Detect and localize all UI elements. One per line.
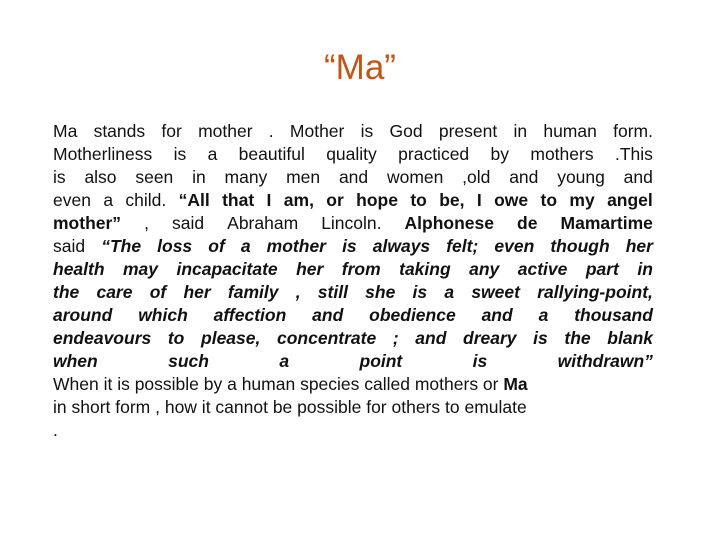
body-word: and xyxy=(481,305,513,325)
body-word: Mamartime xyxy=(560,213,653,233)
body-word: God xyxy=(389,121,423,141)
body-word: always xyxy=(372,236,431,256)
body-word: , xyxy=(295,282,301,302)
body-word: dreary xyxy=(463,328,517,348)
body-word: her xyxy=(296,259,324,279)
body-word: active xyxy=(517,259,568,279)
body-word: around xyxy=(53,305,113,325)
body-word: health xyxy=(53,259,105,279)
body-word: point xyxy=(359,351,403,371)
body-word: is xyxy=(53,167,66,187)
body-word: mother xyxy=(266,236,326,256)
body-segment: . xyxy=(53,420,58,440)
body-word: be, xyxy=(439,190,465,210)
body-word: the xyxy=(564,328,591,348)
body-word: family xyxy=(227,282,279,302)
body-word: Motherliness xyxy=(53,144,153,164)
body-line xyxy=(53,212,653,235)
body-word: young xyxy=(557,167,605,187)
body-word: a xyxy=(444,282,455,302)
body-word: is xyxy=(173,144,187,164)
body-word: the xyxy=(53,282,80,302)
body-word: that xyxy=(222,190,255,210)
body-word: de xyxy=(517,213,538,233)
body-line xyxy=(53,281,653,304)
body-word: such xyxy=(168,351,209,371)
body-line xyxy=(53,350,653,373)
body-word: or xyxy=(326,190,344,210)
body-word: is xyxy=(533,328,548,348)
body-word: ; xyxy=(392,328,399,348)
body-word: is xyxy=(342,236,357,256)
body-line xyxy=(53,258,653,281)
body-word: even xyxy=(494,236,535,256)
body-word: , xyxy=(144,213,149,233)
body-segment: When it is possible by a human species called mothers or xyxy=(53,374,504,394)
body-word: many xyxy=(224,167,268,187)
body-word: Ma xyxy=(53,121,78,141)
body-line xyxy=(53,143,653,166)
body-word: . xyxy=(268,121,274,141)
body-line xyxy=(53,304,653,327)
body-word: a xyxy=(279,351,290,371)
body-word: “All xyxy=(178,190,210,210)
body-word: and xyxy=(338,167,369,187)
body-word: withdrawn” xyxy=(557,351,653,371)
body-word: by xyxy=(490,144,510,164)
body-word: women xyxy=(386,167,444,187)
body-word: and xyxy=(509,167,539,187)
body-word: said xyxy=(172,213,205,233)
body-word: she xyxy=(365,282,396,302)
body-word: owe xyxy=(494,190,529,210)
body-word: I xyxy=(476,190,482,210)
body-word: of xyxy=(149,282,167,302)
body-word: Alphonese xyxy=(404,213,495,233)
body-word: I xyxy=(266,190,272,210)
body-word: form. xyxy=(613,121,653,141)
body-word: seen xyxy=(135,167,174,187)
body-word: in xyxy=(192,167,206,187)
body-word: is xyxy=(360,121,374,141)
body-word: incapacitate xyxy=(176,259,278,279)
body-word: practiced xyxy=(398,144,470,164)
body-word: also xyxy=(84,167,117,187)
body-word: ,old xyxy=(462,167,491,187)
body-word: from xyxy=(341,259,381,279)
body-word: Lincoln. xyxy=(321,213,382,233)
body-word: Abraham xyxy=(227,213,299,233)
body-word: human xyxy=(543,121,597,141)
body-line xyxy=(53,327,653,350)
body-line xyxy=(53,235,653,258)
body-line xyxy=(53,396,653,419)
body-line xyxy=(53,373,653,396)
body-word: to xyxy=(410,190,427,210)
body-word: to xyxy=(540,190,558,210)
body-word: quality xyxy=(326,144,377,164)
body-line xyxy=(53,120,653,143)
body-word: concentrate xyxy=(277,328,377,348)
body-word: my xyxy=(569,190,595,210)
body-word: in xyxy=(513,121,528,141)
body-word: and xyxy=(415,328,447,348)
body-word: child. xyxy=(125,190,167,210)
body-word: may xyxy=(123,259,159,279)
body-word: mother xyxy=(198,121,253,141)
body-word: though xyxy=(550,236,610,256)
body-word: rallying-point, xyxy=(537,282,653,302)
body-word: stands xyxy=(93,121,146,141)
body-word: “The xyxy=(101,236,142,256)
body-word: for xyxy=(161,121,182,141)
body-word: beautiful xyxy=(238,144,305,164)
body-word: is xyxy=(412,282,428,302)
body-segment: Ma xyxy=(503,374,528,394)
body-word: still xyxy=(317,282,348,302)
body-word: her xyxy=(625,236,653,256)
body-word: angel xyxy=(607,190,653,210)
body-word: sweet xyxy=(471,282,520,302)
body-word: men xyxy=(286,167,321,187)
body-word: part xyxy=(585,259,619,279)
body-word: present xyxy=(438,121,498,141)
body-word: loss xyxy=(157,236,193,256)
body-word: hope xyxy=(356,190,398,210)
body-word: said xyxy=(53,236,86,256)
body-word: affection xyxy=(213,305,287,325)
body-word: care xyxy=(96,282,133,302)
body-word: mother” xyxy=(53,213,122,233)
body-word: which xyxy=(138,305,188,325)
body-word: Mother xyxy=(289,121,345,141)
body-word: .This xyxy=(614,144,653,164)
body-word: her xyxy=(183,282,211,302)
body-word: a xyxy=(538,305,549,325)
body-line xyxy=(53,189,653,212)
body-word: felt; xyxy=(446,236,479,256)
body-word: mothers xyxy=(530,144,594,164)
body-word: endeavours xyxy=(53,328,152,348)
body-word: to xyxy=(167,328,185,348)
body-word: and xyxy=(623,167,653,187)
body-word: taking xyxy=(399,259,451,279)
body-word: blank xyxy=(607,328,653,348)
body-word: thousand xyxy=(574,305,653,325)
body-word: even xyxy=(53,190,91,210)
slide-body xyxy=(53,120,653,442)
body-word: a xyxy=(103,190,114,210)
body-word: when xyxy=(53,351,98,371)
body-word: am, xyxy=(283,190,314,210)
body-word: of xyxy=(208,236,225,256)
body-word: is xyxy=(472,351,488,371)
slide-title: “Ma” xyxy=(324,48,396,87)
body-word: any xyxy=(469,259,500,279)
body-word: in xyxy=(637,259,653,279)
body-word: please, xyxy=(201,328,261,348)
body-word: and xyxy=(312,305,344,325)
body-word: a xyxy=(207,144,218,164)
body-line xyxy=(53,419,653,442)
body-word: a xyxy=(240,236,251,256)
body-line xyxy=(53,166,653,189)
body-word: obedience xyxy=(369,305,456,325)
body-segment: in short form , how it cannot be possible for others to emulate xyxy=(53,397,527,417)
